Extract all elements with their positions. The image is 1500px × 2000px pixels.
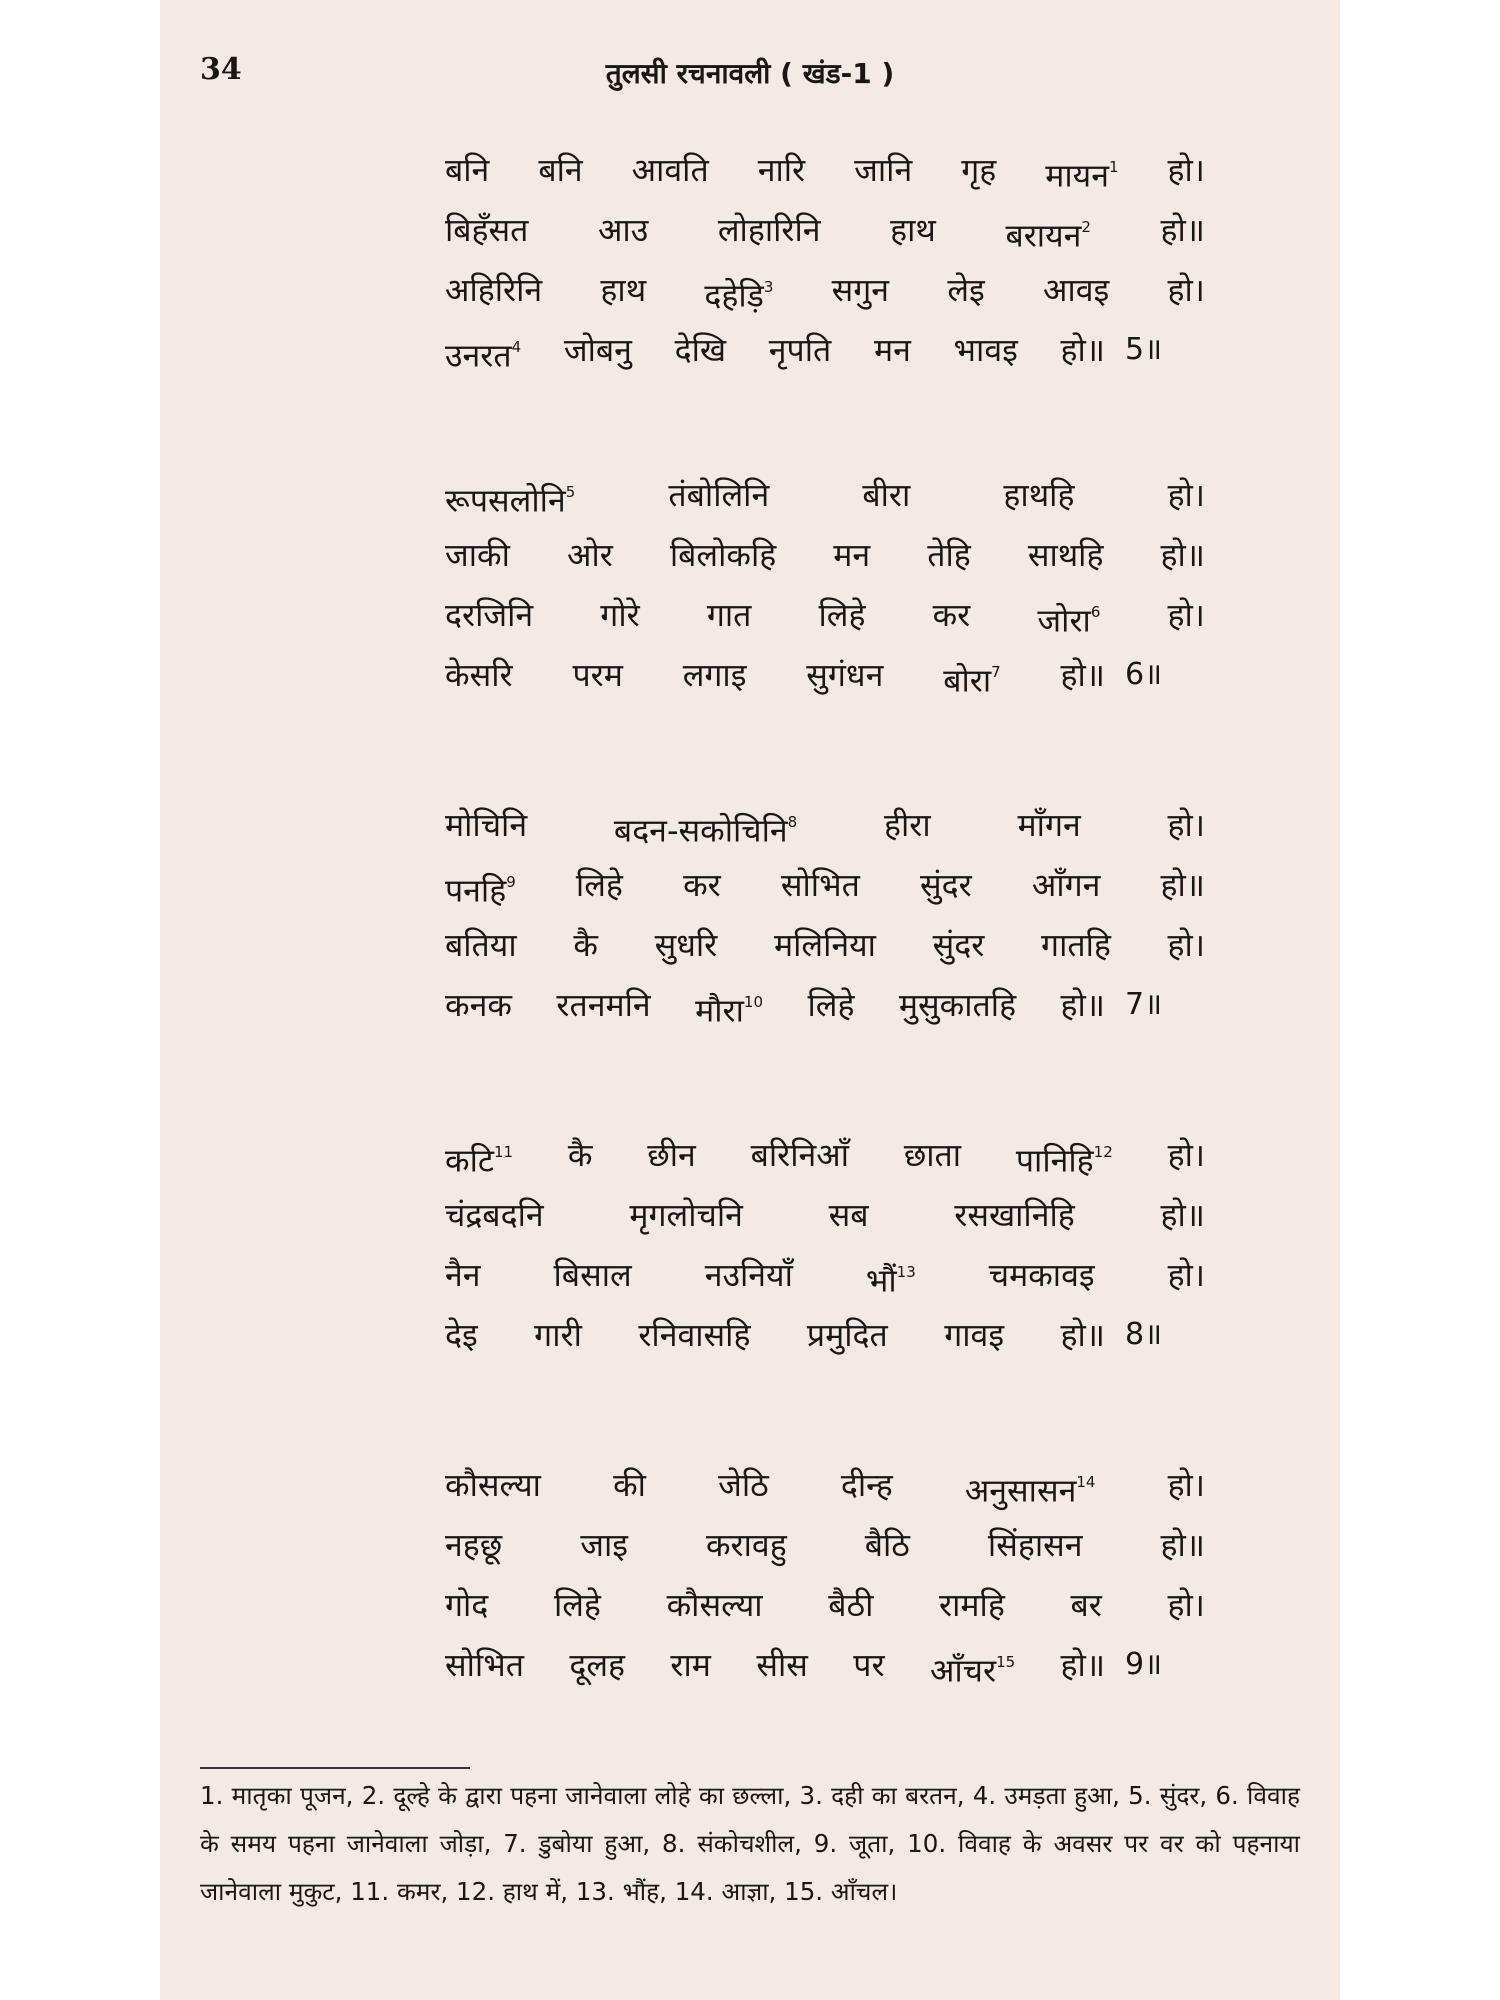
footnote-marker: 10 — [743, 993, 764, 1011]
verse-line: कनक रतनमनि मौरा$^{10}$ लिहे मुसुकातहि हो॥ 7॥ — [445, 975, 1105, 1035]
running-title: तुलसी रचनावली ( खंड-1 ) — [605, 57, 895, 90]
verse-number: 9॥ — [1125, 1647, 1163, 1682]
verse-line: बनि बनि आवति नारि जानि गृह मायन$^1$ हो। — [445, 151, 1205, 195]
stanza — [445, 465, 1205, 705]
verse-line: दरजिनि गोरे गात लिहे कर जोरा$^6$ हो। — [445, 596, 1205, 640]
stanza — [445, 1125, 1205, 1365]
footnote-marker: 15 — [996, 1653, 1016, 1671]
verse-line: बिहँसत आउ लोहारिनि हाथ बरायन$^2$ हो॥ — [445, 211, 1205, 255]
verse-line: केसरि परम लगाइ सुगंधन बोरा$^7$ हो॥ 6॥ — [445, 645, 1105, 705]
stanza — [445, 795, 1205, 1035]
verse-number: 7॥ — [1125, 987, 1163, 1022]
verse-line: पनहि$^9$ लिहे कर सोभित सुंदर आँगन हो॥ — [445, 866, 1205, 910]
footnote-marker: 2 — [1081, 218, 1091, 236]
footnote-marker: 5 — [565, 483, 576, 501]
verse-number: 8॥ — [1125, 1317, 1163, 1352]
verse-number: 5॥ — [1125, 332, 1163, 367]
footnote-marker: 6 — [1090, 603, 1101, 621]
footnote-marker: 13 — [896, 1263, 916, 1281]
verse-line: नहछू जाइ करावहु बैठि सिंहासन हो॥ — [445, 1526, 1205, 1564]
footnote-marker: 3 — [763, 278, 774, 296]
verse-line: अहिरिनि हाथ दहेड़ि$^3$ सगुन लेइ आवइ हो। — [445, 271, 1205, 315]
verse-line: बतिया कै सुधरि मलिनिया सुंदर गातहि हो। — [445, 926, 1205, 964]
footnote-marker: 1 — [1108, 158, 1119, 176]
stanza — [445, 140, 1205, 380]
verse-number: 6॥ — [1125, 657, 1163, 692]
verse-line: उनरत$^4$ जोबनु देखि नृपति मन भावइ हो॥ 5॥ — [445, 320, 1105, 380]
verse-line: नैन बिसाल नउनियाँ भौं$^{13}$ चमकावइ हो। — [445, 1256, 1205, 1300]
footnotes: 1. मातृका पूजन, 2. दूल्हे के द्वारा पहना जानेवाला लोहे का छल्ला, 3. दही का बरतन, 4. उमड़ता हुआ, 5. सुंदर, 6. विवाह के समय पहना जानेवाला जोड़ा, 7. डुबोया हुआ, 8. संकोचशील, 9. जूता, 10. विवाह के अवसर पर वर को पहनाया जानेवाला मुकुट, 11. कमर, 12. हाथ में, 13. भौंह, 14. आज्ञा, 15. आँचल। — [200, 1781, 1300, 1906]
verse-line: चंद्रबदनि मृगलोचनि सब रसखानिहि हो॥ — [445, 1196, 1205, 1234]
verse-line: सोभित दूलह राम सीस पर आँचर$^{15}$ हो॥ 9॥ — [445, 1635, 1105, 1695]
verse-line: जाकी ओर बिलोकहि मन तेहि साथहि हो॥ — [445, 536, 1205, 574]
book-page — [160, 0, 1340, 2000]
footnote-rule — [200, 1767, 470, 1769]
footnote-marker: 7 — [991, 663, 1001, 681]
verse-line: कटि$^{11}$ कै छीन बरिनिआँ छाता पानिहि$^{12}$ हो। — [445, 1136, 1205, 1180]
verse-line: रूपसलोनि$^5$ तंबोलिनि बीरा हाथहि हो। — [445, 476, 1205, 520]
footnote-marker: 14 — [1076, 1473, 1096, 1491]
page-number: 34 — [200, 52, 242, 87]
verse-line: कौसल्या की जेठि दीन्ह अनुसासन$^{14}$ हो। — [445, 1466, 1205, 1510]
verse-line: गोद लिहे कौसल्या बैठी रामहि बर हो। — [445, 1586, 1205, 1624]
footnote-marker: 12 — [1093, 1143, 1113, 1161]
stanza — [445, 1455, 1205, 1695]
verse-line: देइ गारी रनिवासहि प्रमुदित गावइ हो॥ 8॥ — [445, 1305, 1105, 1365]
footnote-marker: 4 — [511, 338, 522, 356]
footnote-marker: 11 — [494, 1143, 514, 1161]
verse-line: मोचिनि बदन-सकोचिनि$^8$ हीरा माँगन हो। — [445, 806, 1205, 850]
footnote-marker: 9 — [506, 873, 516, 891]
footnote-marker: 8 — [787, 813, 798, 831]
